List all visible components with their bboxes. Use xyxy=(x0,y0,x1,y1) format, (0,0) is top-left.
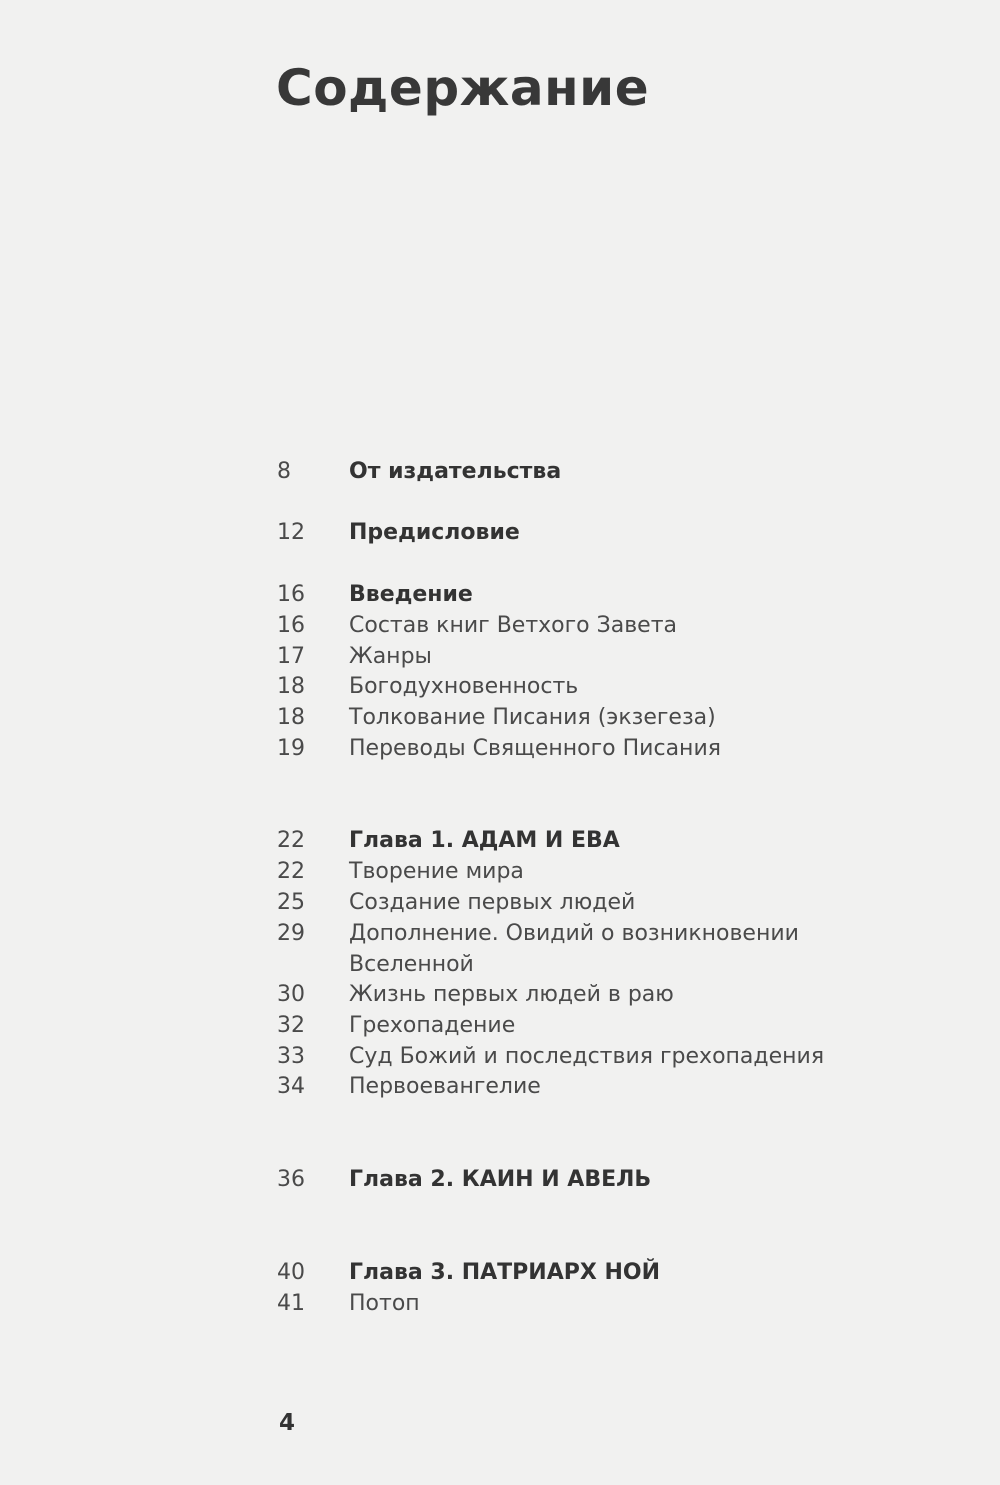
toc-entry-title: Глава 1. АДАМ И ЕВА xyxy=(349,828,620,853)
toc-entry-preface xyxy=(0,517,1000,548)
toc-entry-title: Создание первых людей xyxy=(349,890,636,915)
toc-entry-title: Потоп xyxy=(349,1291,420,1316)
toc-entry-title: Предисловие xyxy=(349,520,520,545)
toc-entry xyxy=(0,1288,1000,1319)
toc-entry-title: Глава 2. КАИН И АВЕЛЬ xyxy=(349,1167,652,1192)
toc-entry-title: Введение xyxy=(349,582,473,607)
toc-entry-title: Суд Божий и последствия грехопадения xyxy=(349,1044,825,1069)
toc-entry-title: Переводы Священного Писания xyxy=(349,736,721,761)
toc-entry-title: Дополнение. Овидий о возникновении Вселенной xyxy=(349,921,799,977)
toc-entry-title: Жизнь первых людей в раю xyxy=(349,982,674,1007)
toc-entry-publisher xyxy=(0,456,1000,487)
toc-entry-title: Первоевангелие xyxy=(349,1074,541,1099)
toc-page-number: 41 xyxy=(277,1291,305,1316)
toc-entry xyxy=(0,1010,1000,1041)
toc-page-number: 16 xyxy=(277,582,305,607)
toc-entry-title: Толкование Писания (экзегеза) xyxy=(349,705,716,730)
toc-page-number: 19 xyxy=(277,736,305,761)
toc-entry xyxy=(0,979,1000,1010)
toc-entry-title: Глава 3. ПАТРИАРХ НОЙ xyxy=(349,1260,661,1285)
toc-entry xyxy=(0,918,1000,980)
toc-entry-introduction xyxy=(0,579,1000,610)
toc-page-number: 32 xyxy=(277,1013,305,1038)
toc-entry xyxy=(0,702,1000,733)
toc-entry-title: От издательства xyxy=(349,459,562,484)
toc-entry-title: Богодухновенность xyxy=(349,674,579,699)
toc-entry xyxy=(0,1041,1000,1072)
toc-page-number: 12 xyxy=(277,520,305,545)
toc-page-number: 34 xyxy=(277,1074,305,1099)
toc-page-number: 40 xyxy=(277,1260,305,1285)
toc-page-number: 33 xyxy=(277,1044,305,1069)
page-title: Содержание xyxy=(276,59,650,117)
toc-page-number: 16 xyxy=(277,613,305,638)
toc-entry-chapter-2 xyxy=(0,1164,1000,1195)
toc-page-number: 29 xyxy=(277,921,305,946)
toc-page-number: 30 xyxy=(277,982,305,1007)
toc-page-number: 22 xyxy=(277,859,305,884)
toc-entry-title: Грехопадение xyxy=(349,1013,516,1038)
toc-entry xyxy=(0,887,1000,918)
toc-entry-title: Жанры xyxy=(349,644,432,669)
toc-entry-title: Состав книг Ветхого Завета xyxy=(349,613,678,638)
toc-entry xyxy=(0,1071,1000,1102)
toc-page-number: 17 xyxy=(277,644,305,669)
toc-page-number: 25 xyxy=(277,890,305,915)
toc-entry xyxy=(0,671,1000,702)
page-number: 4 xyxy=(279,1410,296,1436)
toc-entry xyxy=(0,610,1000,641)
toc-page-number: 8 xyxy=(277,459,291,484)
toc-entry xyxy=(0,733,1000,764)
toc-entry-title: Творение мира xyxy=(349,859,524,884)
toc-entry-chapter-1 xyxy=(0,825,1000,856)
toc-entry xyxy=(0,856,1000,887)
toc-entry xyxy=(0,641,1000,672)
toc-entry-chapter-3 xyxy=(0,1257,1000,1288)
toc-page-number: 18 xyxy=(277,674,305,699)
toc-page-number: 18 xyxy=(277,705,305,730)
toc-page-number: 36 xyxy=(277,1167,305,1192)
toc-page-number: 22 xyxy=(277,828,305,853)
